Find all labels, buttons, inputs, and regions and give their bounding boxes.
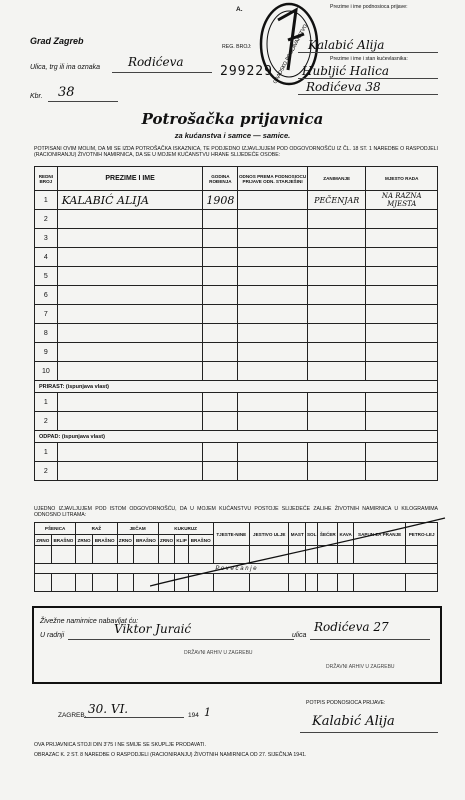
prirast-label: PRIRAST: (ispunjava vlast) bbox=[35, 381, 438, 393]
street-value: Rodićeva bbox=[128, 55, 184, 69]
city-label: Grad Zagreb bbox=[30, 36, 84, 46]
table-row: 10 bbox=[35, 362, 438, 381]
owner-label: Prezime i ime i stan kućevlasnika: bbox=[330, 56, 408, 62]
table-row: 2 bbox=[35, 210, 438, 229]
table-row: 8 bbox=[35, 324, 438, 343]
odpad-label: ODPAD: (ispunjava vlast) bbox=[35, 431, 438, 443]
footer-note-2: OBRAZAC K. 2 ST. 8 NAREDBE O RASPODJELI (RACIONIRANJU) ŽIVOTNIH NAMIRNICA OD 27. SIJEČNJA 1941. bbox=[34, 752, 307, 758]
form-letter: A. bbox=[236, 6, 243, 13]
person-name: KALABIĆ ALIJA bbox=[57, 191, 203, 210]
stock-table: PŠENICA RAŽ JEČAM KUKURUZ TJESTE-NINE JESTIVO ULJE MAST SOL ŠEĆER KAVA SAPUN ZA PRANJE PETRO-LEJ ZRNO BRAŠNO ZRNO BRAŠNO ZRNO BRAŠNO ZRNO KLIP BRAŠNO P o v e ć a n j e bbox=[34, 522, 438, 592]
footer-date: 30. VI. bbox=[88, 702, 129, 716]
intro-text: POTPISANI OVIM MOLIM, DA MI SE IZDA POTROŠAČKA ISKAZNICA, TE PODJEDNO IZJAVLJUJEM POD ODGOVORNOŠĆU IZ ČL. 18 ST. 1 NAREDBE O RASPODJELI (RACIONIRANJU) ŽIVOTNIH NAMIRNICA, DA SE U MOJEM KUĆANSTVU HRANE SLIJEDEĆE OSOBE: bbox=[34, 146, 438, 158]
reg-label: REG. BROJ: bbox=[222, 44, 252, 50]
persons-table: REDNI BROJ PREZIME I IME GODINA ROĐENJA ODNOS PREMA PODNOSIOCU PRIJAVE ODN. STARJEŠINI ZANIMANJE MJESTO RADA 1 KALABIĆ ALIJA 1908 PEČENJAR NA RAZNA MJESTA 2 3 4 5 6 7 8 9 10 PRIRAST: (ispunjava vlast) 1 2 ODPAD: (ispunjava vlast) 1 2 bbox=[34, 166, 438, 481]
person-workplace: NA RAZNA MJESTA bbox=[366, 191, 438, 210]
table-row: 5 bbox=[35, 267, 438, 286]
applicant-label: Prezime i ime podnosioca prijave: bbox=[330, 4, 408, 10]
shop-value: Viktor Juraić bbox=[114, 622, 192, 636]
table-row: 1 KALABIĆ ALIJA 1908 PEČENJAR NA RAZNA MJESTA bbox=[35, 191, 438, 210]
supply-street-label: ulica bbox=[292, 632, 307, 639]
stock-intro: UJEDNO IZJAVLJUJEM POD ISTOM ODGOVORNOŠĆU, DA U MOJEM KUĆANSTVU POSTOJE SLIJEDEĆE ZALIHE ŽIVOTNIH NAMIRNICA U KILOGRAMIMA ODNOSNO LITRAMA: bbox=[34, 506, 438, 518]
stamp-text: GRADSKO POGLAVARSTVO bbox=[272, 23, 309, 85]
supply-street-value: Rodićeva 27 bbox=[314, 620, 389, 634]
owner-value: Hubljić Halica bbox=[302, 64, 389, 78]
table-row: 9 bbox=[35, 343, 438, 362]
applicant-value: Kalabić Alija bbox=[308, 38, 385, 52]
table-row: 6 bbox=[35, 286, 438, 305]
col-no: REDNI BROJ bbox=[35, 167, 58, 191]
col-relation: ODNOS PREMA PODNOSIOCU PRIJAVE ODN. STARJEŠINI bbox=[238, 167, 308, 191]
person-year: 1908 bbox=[203, 191, 238, 210]
col-year: GODINA ROĐENJA bbox=[203, 167, 238, 191]
archive-stamp: DRŽAVNI ARHIV U ZAGREBU bbox=[326, 664, 395, 670]
strike-line bbox=[150, 516, 450, 596]
povecanje-label: P o v e ć a n j e bbox=[35, 564, 438, 574]
footer-year-prefix: 194 bbox=[188, 712, 199, 719]
shop-label: U radnji bbox=[40, 632, 65, 639]
form-subtitle: za kućanstva i samce — samice. bbox=[174, 131, 291, 140]
owner-address: Rodićeva 38 bbox=[306, 80, 381, 94]
table-row: 3 bbox=[35, 229, 438, 248]
footer-year: 1 bbox=[204, 706, 211, 719]
footer-place: ZAGREB, bbox=[58, 712, 87, 719]
number-value: 38 bbox=[58, 85, 75, 100]
table-row: 4 bbox=[35, 248, 438, 267]
street-label: Ulica, trg ili ina oznaka bbox=[30, 64, 101, 71]
col-workplace: MJESTO RADA bbox=[366, 167, 438, 191]
table-row: 7 bbox=[35, 305, 438, 324]
reg-number: 299229 bbox=[220, 64, 273, 79]
col-occupation: ZANIMANJE bbox=[307, 167, 366, 191]
form-title: Potrošačka prijavnica bbox=[141, 110, 324, 128]
supply-label: Živežne namirnice nabavljat ću: bbox=[40, 618, 139, 625]
col-name: PREZIME I IME bbox=[57, 167, 203, 191]
signature: Kalabić Alija bbox=[312, 714, 395, 729]
supply-box bbox=[32, 606, 442, 684]
person-occupation: PEČENJAR bbox=[307, 191, 366, 210]
footer-note-1: OVA PRIJAVNICA STOJI DIN 3'75 I NE SMIJE SE SKUPLJE PRODAVATI. bbox=[34, 742, 206, 748]
number-label: Kbr. bbox=[30, 93, 43, 100]
archive-stamp: DRŽAVNI ARHIV U ZAGREBU bbox=[184, 650, 253, 656]
sign-label: POTPIS PODNOSIOCA PRIJAVE: bbox=[306, 700, 386, 706]
